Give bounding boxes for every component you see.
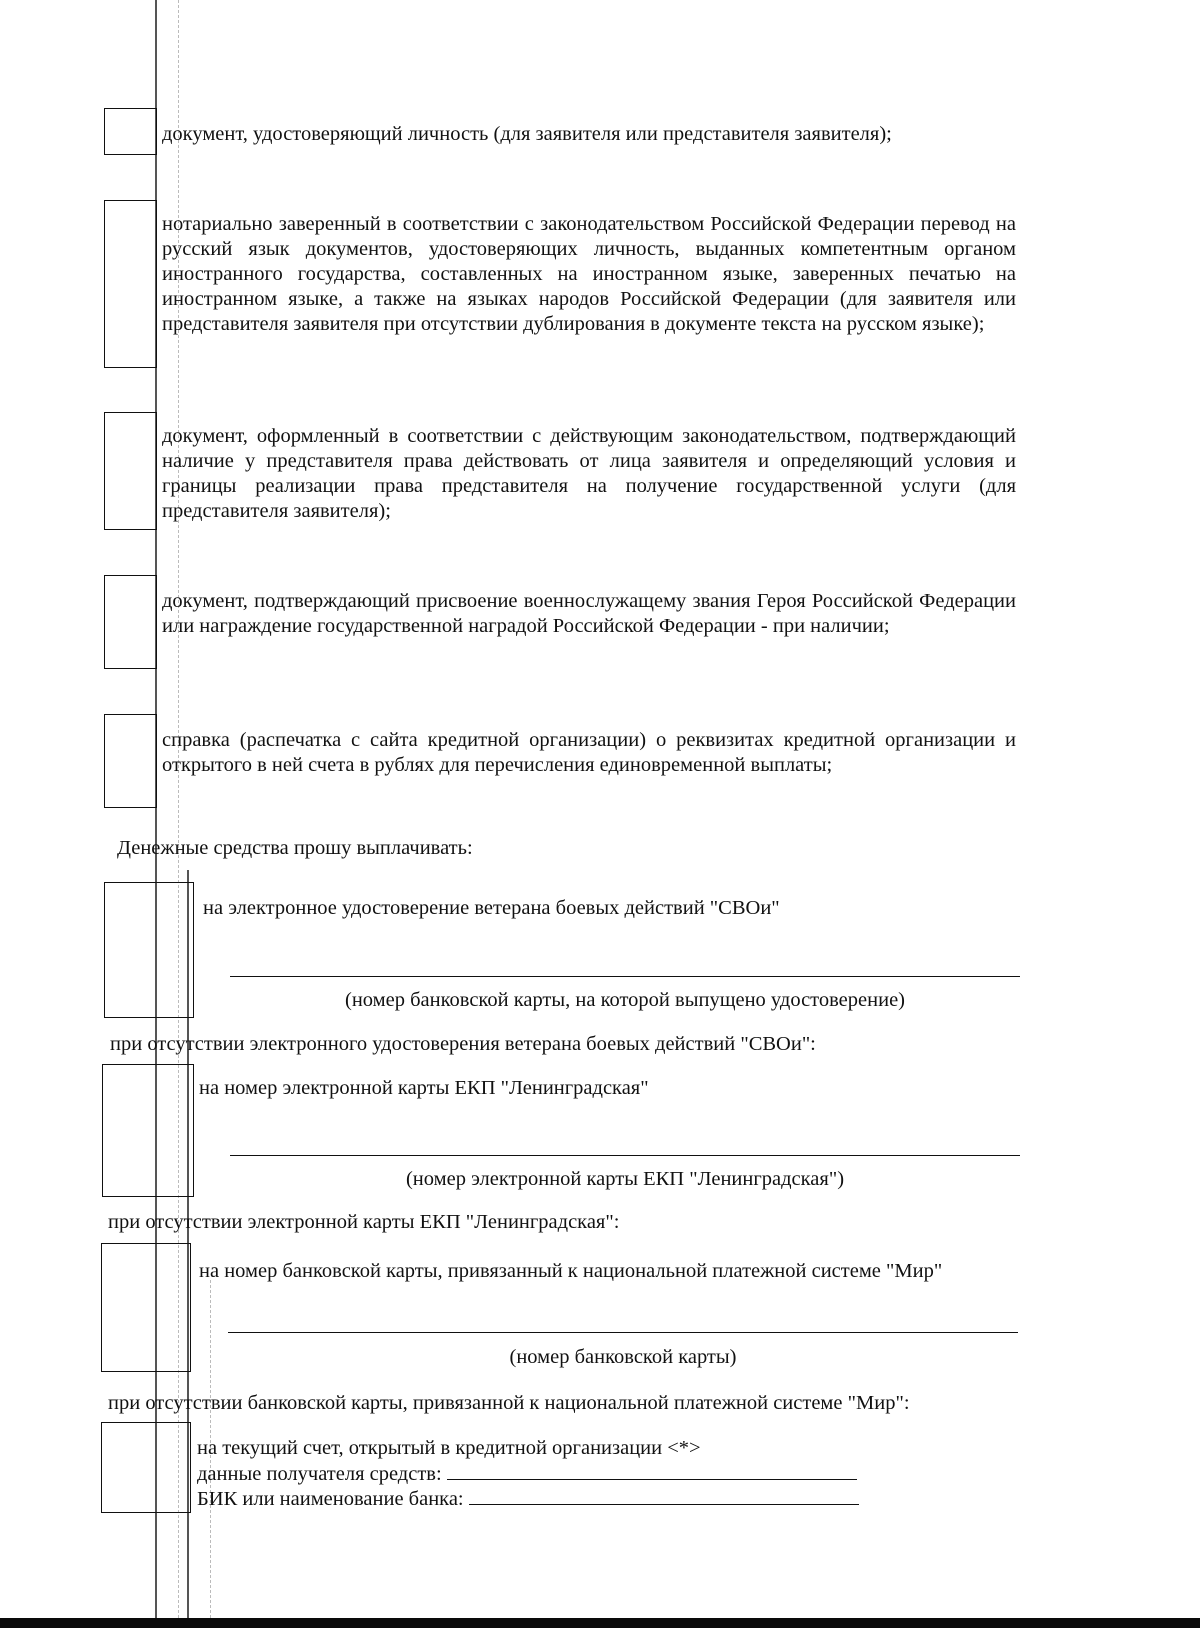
recipient-data-field[interactable] — [447, 1461, 857, 1480]
bank-bik-row — [197, 1486, 859, 1512]
condition-no-svoi-card: при отсутствии электронного удостоверения ветерана боевых действий "СВОи": — [110, 1033, 816, 1055]
bank-bik-label: БИК или наименование банка: — [197, 1488, 464, 1510]
payment-heading: Денежные средства прошу выплачивать: — [117, 837, 473, 859]
mir-card-number-line — [228, 1332, 1018, 1333]
checkbox-bank-details-statement[interactable] — [104, 714, 157, 808]
condition-no-ekp-card: при отсутствии электронной карты ЕКП "Ленинградская": — [108, 1211, 620, 1233]
svoi-card-number-caption: (номер банковской карты, на которой выпущено удостоверение) — [345, 989, 905, 1011]
item-hero-award-document: документ, подтверждающий присвоение военнослужащему звания Героя Российской Федерации или награждение государственной наградой Российской Федерации - при наличии; — [162, 590, 1016, 637]
svoi-card-number-line — [230, 976, 1020, 977]
option-mir-card-label: на номер банковской карты, привязанный к национальной платежной системе "Мир" — [199, 1260, 943, 1282]
item-bank-details-statement: справка (распечатка с сайта кредитной организации) о реквизитах кредитной организации и открытого в ней счета в рублях для перечисления единовременной выплаты; — [162, 729, 1016, 776]
mir-card-number-caption: (номер банковской карты) — [509, 1346, 737, 1368]
checkbox-identity-document[interactable] — [104, 108, 157, 155]
scan-bottom-edge — [0, 1618, 1200, 1628]
option-ekp-card-label: на номер электронной карты ЕКП "Ленинградская" — [199, 1077, 649, 1099]
recipient-data-row — [197, 1461, 857, 1487]
item-notarized-translation: нотариально заверенный в соответствии с законодательством Российской Федерации перевод на русский язык документов, удостоверяющих личность, выданных компетентным органом иностранного государства, составленных на иностранном языке, заверенных печатью на иностранном языке, а также на языках народов Российской Федерации (для заявителя или представителя заявителя при отсутствии дублирования в документе текста на русском языке); — [162, 213, 1016, 335]
option-current-account-label: на текущий счет, открытый в кредитной организации <*> — [197, 1437, 701, 1459]
bank-bik-field[interactable] — [469, 1486, 859, 1505]
checkbox-option-ekp-card[interactable] — [102, 1064, 194, 1197]
item-identity-document: документ, удостоверяющий личность (для заявителя или представителя заявителя); — [162, 123, 892, 145]
checkbox-representative-authority[interactable] — [104, 412, 157, 530]
ekp-card-number-line — [230, 1155, 1020, 1156]
recipient-data-label: данные получателя средств: — [197, 1463, 442, 1485]
checkbox-option-mir-card[interactable] — [101, 1243, 191, 1372]
checkbox-option-svoi-card[interactable] — [104, 882, 194, 1018]
ekp-card-number-caption: (номер электронной карты ЕКП "Ленинградская") — [405, 1168, 845, 1190]
checkbox-option-current-account[interactable] — [101, 1422, 191, 1513]
checkbox-hero-award-document[interactable] — [104, 575, 157, 669]
option-svoi-card-label: на электронное удостоверение ветерана боевых действий "СВОи" — [203, 897, 780, 919]
condition-no-mir-card: при отсутствии банковской карты, привязанной к национальной платежной системе "Мир": — [108, 1392, 910, 1414]
item-representative-authority: документ, оформленный в соответствии с действующим законодательством, подтверждающий наличие у представителя права действовать от лица заявителя и определяющий условия и границы реализации права представителя на получение государственной услуги (для представителя заявителя); — [162, 425, 1016, 522]
checkbox-notarized-translation[interactable] — [104, 200, 157, 368]
